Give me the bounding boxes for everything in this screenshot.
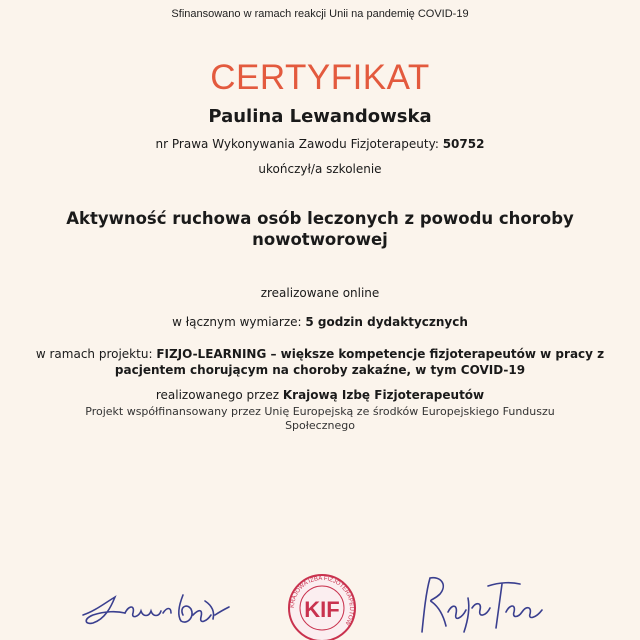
license-label: nr Prawa Wykonywania Zawodu Fizjoterapeuty: <box>155 137 439 151</box>
funding-note: Sfinansowano w ramach reakcji Unii na pandemię COVID-19 <box>171 8 469 20</box>
kif-seal <box>283 572 361 640</box>
project-name: FIZJO-LEARNING – większe kompetencje fizjoterapeutów w pracy z pacjentem chorującym na choroby zakaźne, w tym COVID-19 <box>114 347 605 377</box>
left-signature <box>75 575 235 635</box>
certificate-title: CERTYFIKAT <box>210 58 430 97</box>
organizer-line <box>0 388 640 402</box>
project-label: w ramach projektu: <box>35 347 153 361</box>
right-signature <box>410 568 560 640</box>
hours-value: 5 godzin dydaktycznych <box>305 315 468 329</box>
hours-label: w łącznym wymiarze: <box>172 315 302 329</box>
completed-text: ukończył/a szkolenie <box>258 162 382 176</box>
cofunding-note: Projekt współfinansowany przez Unię Europejską ze środków Europejskiego Funduszu Społecznego <box>85 405 555 432</box>
seal-logo-text: KIF <box>304 597 340 622</box>
recipient-name: Paulina Lewandowska <box>208 106 432 127</box>
seal-ring-text: KRAJOWA IZBA FIZJOTERAPEUTÓW <box>289 575 355 626</box>
license-number: 50752 <box>442 137 485 151</box>
project-line <box>25 346 615 378</box>
organizer-name: Krajową Izbę Fizjoterapeutów <box>282 388 485 402</box>
organizer-label: realizowanego przez <box>155 388 280 402</box>
course-title: Aktywność ruchowa osób leczonych z powodu choroby nowotworowej <box>66 209 574 249</box>
training-mode: zrealizowane online <box>260 286 380 300</box>
license-line <box>0 137 640 151</box>
hours-line <box>0 315 640 329</box>
